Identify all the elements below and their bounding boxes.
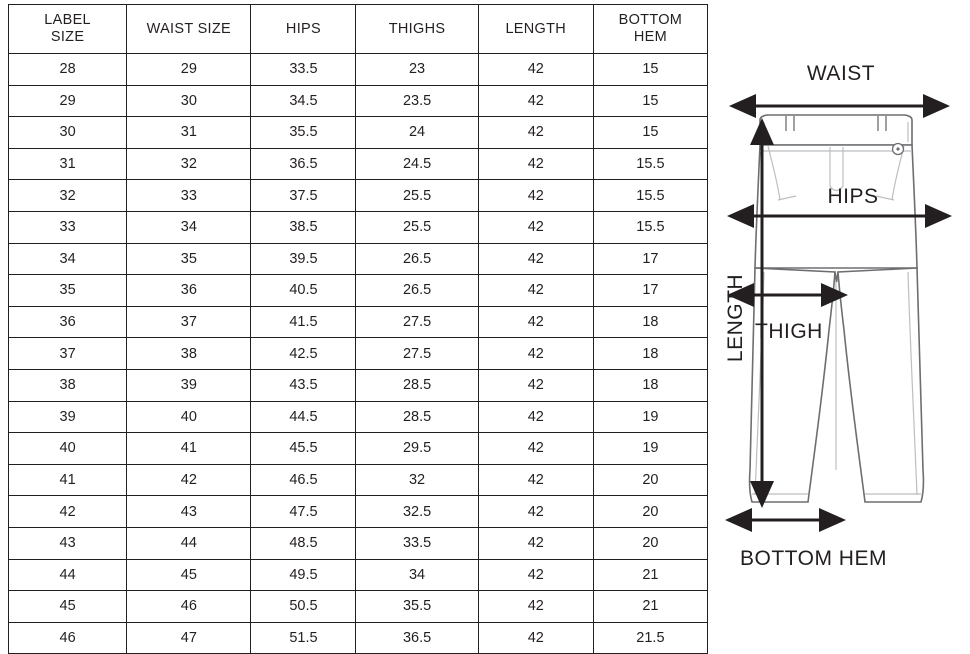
cell-thighs: 23 [356, 54, 478, 86]
thigh-label: THIGH [755, 320, 823, 343]
cell-thighs: 27.5 [356, 338, 478, 370]
cell-thighs: 36.5 [356, 622, 478, 654]
table-row [9, 306, 708, 338]
cell-bottom-hem: 15.5 [593, 211, 707, 243]
cell-bottom-hem: 21 [593, 591, 707, 623]
cell-bottom-hem: 21 [593, 559, 707, 591]
cell-label-size: 43 [9, 527, 127, 559]
cell-waist-size: 31 [127, 117, 251, 149]
cell-thighs: 24.5 [356, 148, 478, 180]
cell-waist-size: 29 [127, 54, 251, 86]
cell-hips: 41.5 [251, 306, 356, 338]
cell-hips: 49.5 [251, 559, 356, 591]
cell-waist-size: 45 [127, 559, 251, 591]
waist-label: WAIST [806, 62, 876, 85]
cell-length: 42 [478, 275, 593, 307]
cell-bottom-hem: 15.5 [593, 148, 707, 180]
cell-thighs: 28.5 [356, 369, 478, 401]
cell-thighs: 35.5 [356, 591, 478, 623]
cell-length: 42 [478, 369, 593, 401]
hips-label: HIPS [827, 185, 879, 208]
cell-waist-size: 36 [127, 275, 251, 307]
table-row [9, 148, 708, 180]
cell-thighs: 23.5 [356, 85, 478, 117]
column-header-waist-size: WAIST SIZE [127, 5, 251, 54]
cell-label-size: 34 [9, 243, 127, 275]
cell-label-size: 42 [9, 496, 127, 528]
cell-thighs: 32 [356, 464, 478, 496]
cell-bottom-hem: 18 [593, 306, 707, 338]
table-row [9, 85, 708, 117]
cell-bottom-hem: 19 [593, 401, 707, 433]
cell-bottom-hem: 18 [593, 369, 707, 401]
cell-waist-size: 41 [127, 433, 251, 465]
cell-label-size: 45 [9, 591, 127, 623]
table-row [9, 591, 708, 623]
table-row [9, 433, 708, 465]
cell-hips: 36.5 [251, 148, 356, 180]
cell-label-size: 33 [9, 211, 127, 243]
cell-thighs: 27.5 [356, 306, 478, 338]
cell-waist-size: 34 [127, 211, 251, 243]
column-header-thighs: THIGHS [356, 5, 478, 54]
cell-length: 42 [478, 148, 593, 180]
table-row [9, 211, 708, 243]
table-row [9, 622, 708, 654]
cell-waist-size: 46 [127, 591, 251, 623]
cell-hips: 37.5 [251, 180, 356, 212]
size-table-container [8, 4, 708, 654]
cell-label-size: 39 [9, 401, 127, 433]
cell-length: 42 [478, 591, 593, 623]
size-table [8, 4, 708, 654]
bottom-hem-label: BOTTOM HEM [740, 547, 887, 570]
cell-thighs: 29.5 [356, 433, 478, 465]
cell-waist-size: 39 [127, 369, 251, 401]
table-header-row [9, 5, 708, 54]
cell-hips: 47.5 [251, 496, 356, 528]
cell-thighs: 24 [356, 117, 478, 149]
table-row [9, 401, 708, 433]
cell-hips: 42.5 [251, 338, 356, 370]
cell-bottom-hem: 20 [593, 527, 707, 559]
cell-length: 42 [478, 54, 593, 86]
cell-length: 42 [478, 433, 593, 465]
column-header-bottom-hem: BOTTOM HEM [593, 5, 707, 54]
cell-waist-size: 35 [127, 243, 251, 275]
cell-label-size: 36 [9, 306, 127, 338]
table-row [9, 464, 708, 496]
cell-hips: 45.5 [251, 433, 356, 465]
cell-waist-size: 38 [127, 338, 251, 370]
column-header-hips: HIPS [251, 5, 356, 54]
cell-waist-size: 32 [127, 148, 251, 180]
cell-bottom-hem: 20 [593, 464, 707, 496]
cell-bottom-hem: 15 [593, 117, 707, 149]
cell-thighs: 34 [356, 559, 478, 591]
cell-length: 42 [478, 496, 593, 528]
cell-waist-size: 33 [127, 180, 251, 212]
cell-label-size: 35 [9, 275, 127, 307]
cell-length: 42 [478, 527, 593, 559]
cell-length: 42 [478, 180, 593, 212]
table-row [9, 527, 708, 559]
cell-length: 42 [478, 85, 593, 117]
cell-hips: 33.5 [251, 54, 356, 86]
cell-label-size: 32 [9, 180, 127, 212]
cell-length: 42 [478, 559, 593, 591]
cell-length: 42 [478, 211, 593, 243]
table-row [9, 496, 708, 528]
cell-hips: 46.5 [251, 464, 356, 496]
cell-bottom-hem: 18 [593, 338, 707, 370]
cell-bottom-hem: 19 [593, 433, 707, 465]
cell-label-size: 38 [9, 369, 127, 401]
cell-hips: 44.5 [251, 401, 356, 433]
table-row [9, 559, 708, 591]
table-row [9, 117, 708, 149]
cell-label-size: 46 [9, 622, 127, 654]
cell-label-size: 41 [9, 464, 127, 496]
column-header-length: LENGTH [478, 5, 593, 54]
table-row [9, 275, 708, 307]
cell-label-size: 29 [9, 85, 127, 117]
cell-label-size: 40 [9, 433, 127, 465]
table-row [9, 338, 708, 370]
cell-thighs: 25.5 [356, 180, 478, 212]
cell-bottom-hem: 21.5 [593, 622, 707, 654]
cell-label-size: 30 [9, 117, 127, 149]
cell-thighs: 26.5 [356, 275, 478, 307]
cell-bottom-hem: 20 [593, 496, 707, 528]
cell-hips: 48.5 [251, 527, 356, 559]
cell-thighs: 32.5 [356, 496, 478, 528]
cell-thighs: 33.5 [356, 527, 478, 559]
cell-waist-size: 47 [127, 622, 251, 654]
cell-thighs: 28.5 [356, 401, 478, 433]
cell-label-size: 44 [9, 559, 127, 591]
length-label: LENGTH [724, 273, 747, 363]
measurement-diagram [712, 0, 970, 600]
cell-waist-size: 37 [127, 306, 251, 338]
cell-label-size: 37 [9, 338, 127, 370]
cell-label-size: 31 [9, 148, 127, 180]
cell-hips: 43.5 [251, 369, 356, 401]
cell-hips: 40.5 [251, 275, 356, 307]
cell-waist-size: 44 [127, 527, 251, 559]
cell-length: 42 [478, 117, 593, 149]
cell-length: 42 [478, 401, 593, 433]
cell-hips: 39.5 [251, 243, 356, 275]
table-row [9, 243, 708, 275]
cell-hips: 51.5 [251, 622, 356, 654]
cell-length: 42 [478, 243, 593, 275]
cell-hips: 35.5 [251, 117, 356, 149]
cell-hips: 34.5 [251, 85, 356, 117]
cell-length: 42 [478, 464, 593, 496]
cell-label-size: 28 [9, 54, 127, 86]
column-header-label-size: LABEL SIZE [9, 5, 127, 54]
table-row [9, 369, 708, 401]
cell-length: 42 [478, 338, 593, 370]
cell-length: 42 [478, 306, 593, 338]
cell-waist-size: 42 [127, 464, 251, 496]
cell-bottom-hem: 15 [593, 85, 707, 117]
cell-thighs: 25.5 [356, 211, 478, 243]
cell-hips: 50.5 [251, 591, 356, 623]
cell-length: 42 [478, 622, 593, 654]
cell-waist-size: 40 [127, 401, 251, 433]
cell-thighs: 26.5 [356, 243, 478, 275]
table-row [9, 54, 708, 86]
cell-bottom-hem: 15 [593, 54, 707, 86]
table-row [9, 180, 708, 212]
cell-hips: 38.5 [251, 211, 356, 243]
cell-bottom-hem: 17 [593, 243, 707, 275]
cell-bottom-hem: 15.5 [593, 180, 707, 212]
cell-waist-size: 30 [127, 85, 251, 117]
cell-bottom-hem: 17 [593, 275, 707, 307]
cell-waist-size: 43 [127, 496, 251, 528]
